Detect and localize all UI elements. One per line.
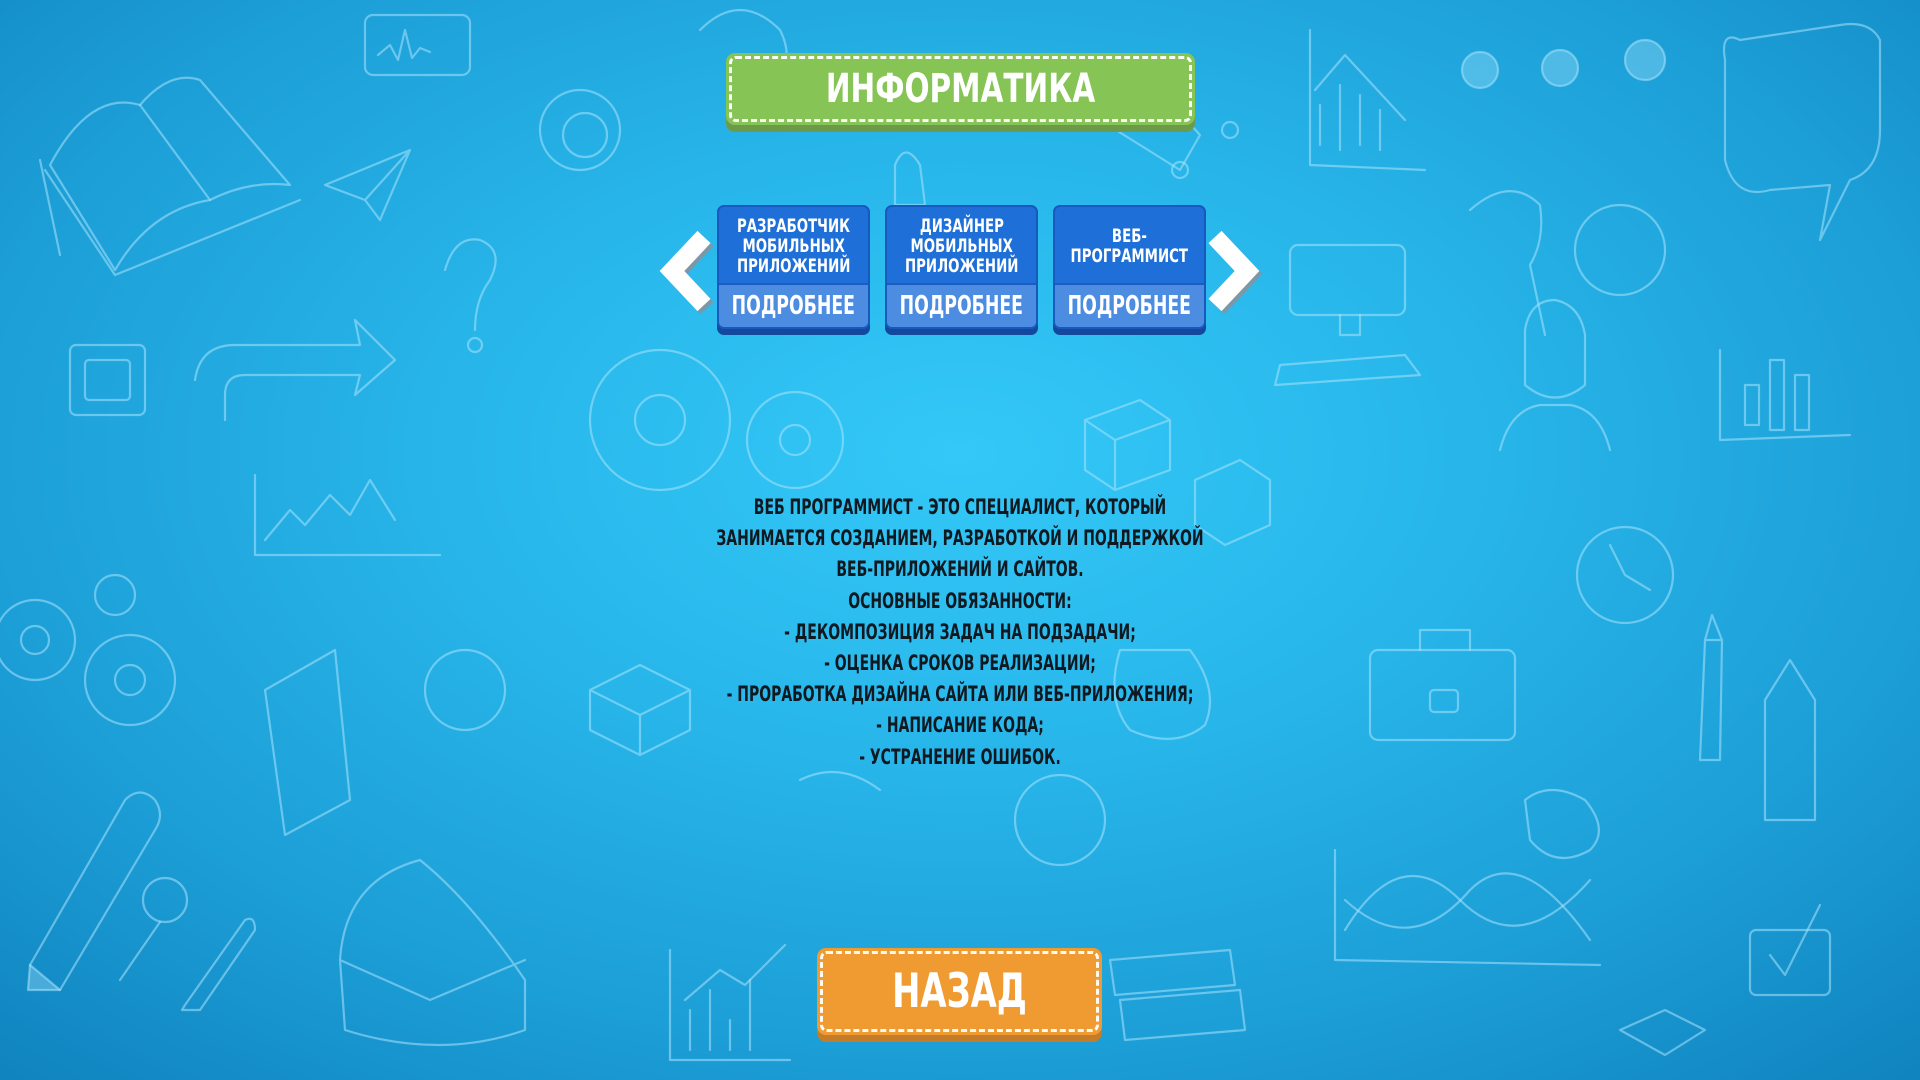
- person-doodle-icon: [1500, 300, 1610, 450]
- speech-bubble-doodle-icon: [1724, 24, 1880, 240]
- clock-doodle-icon: [1577, 527, 1673, 623]
- standing-book-doodle-icon: [265, 650, 350, 835]
- carousel-next-button[interactable]: [1207, 229, 1259, 313]
- chevron-left-icon: [660, 229, 712, 313]
- chevron-right-icon: [1207, 229, 1259, 313]
- card-title-line: ПРИЛОЖЕНИЙ: [736, 255, 851, 277]
- more-button-label: ПОДРОБНЕЕ: [899, 291, 1024, 321]
- card-title-line: РАЗРАБОТЧИК: [736, 215, 851, 237]
- more-button[interactable]: [887, 283, 1036, 327]
- description-line: ЗАНИМАЕТСЯ СОЗДАНИЕМ, РАЗРАБОТКОЙ И ПОДДЕРЖКОЙ: [716, 526, 1204, 551]
- paper-plane-doodle-icon: [325, 150, 410, 220]
- description-line: - ПРОРАБОТКА ДИЗАЙНА САЙТА ИЛИ ВЕБ-ПРИЛОЖЕНИЯ;: [726, 682, 1194, 707]
- description-line: ОСНОВНЫЕ ОБЯЗАННОСТИ:: [848, 588, 1072, 613]
- card-title-line: ПРОГРАММИСТ: [1070, 245, 1189, 267]
- card-title-line: ПРИЛОЖЕНИЙ: [904, 255, 1019, 277]
- description-line: - НАПИСАНИЕ КОДА;: [876, 713, 1044, 738]
- career-card-mobile-designer[interactable]: [885, 205, 1038, 329]
- big-gear-doodle-icon: [590, 350, 730, 490]
- description-line: - ОЦЕНКА СРОКОВ РЕАЛИЗАЦИИ;: [824, 651, 1096, 676]
- description-line: ВЕБ ПРОГРАММИСТ - ЭТО СПЕЦИАЛИСТ, КОТОРЫЙ: [753, 495, 1167, 519]
- chip-doodle-icon: [70, 345, 145, 415]
- pie-doodle-icon: [425, 650, 505, 730]
- gear-doodle-icon: [0, 600, 75, 680]
- question-doodle-icon: [445, 239, 496, 330]
- monitor-doodle-icon: [365, 15, 470, 75]
- card-title-line: МОБИЛЬНЫХ: [742, 235, 845, 257]
- back-button[interactable]: [817, 948, 1102, 1035]
- back-button-label: НАЗАД: [892, 964, 1027, 1019]
- more-button[interactable]: [1055, 283, 1204, 327]
- computer-doodle-icon: [1290, 245, 1405, 315]
- more-button[interactable]: [719, 283, 868, 327]
- description-line: - ДЕКОМПОЗИЦИЯ ЗАДАЧ НА ПОДЗАДАЧИ;: [784, 619, 1136, 644]
- card-title-line: ДИЗАЙНЕР: [919, 215, 1004, 237]
- pencil-doodle-icon: [30, 793, 160, 991]
- description-line: - УСТРАНЕНИЕ ОШИБОК.: [859, 744, 1061, 769]
- career-card-web-programmer[interactable]: [1053, 205, 1206, 329]
- magnifier-doodle-icon: [143, 878, 187, 922]
- bar-chart-doodle-icon: [1310, 30, 1425, 170]
- card-title: [1055, 207, 1204, 285]
- card-title-line: МОБИЛЬНЫХ: [910, 235, 1013, 257]
- pencil-right-doodle-icon: [1765, 660, 1815, 820]
- spiral-doodle-icon: [540, 90, 620, 170]
- description-line: ВЕБ-ПРИЛОЖЕНИЙ И САЙТОВ.: [836, 557, 1084, 582]
- more-button-label: ПОДРОБНЕЕ: [1067, 291, 1192, 321]
- subject-title-banner: [726, 53, 1195, 125]
- envelope-doodle-icon: [340, 860, 525, 1045]
- more-button-label: ПОДРОБНЕЕ: [731, 291, 856, 321]
- career-card-mobile-developer[interactable]: [717, 205, 870, 329]
- card-title: [719, 207, 868, 285]
- page-title: ИНФОРМАТИКА: [825, 66, 1096, 112]
- career-description: [560, 492, 1360, 773]
- wave-chart-doodle-icon: [1335, 850, 1600, 965]
- card-title-line: ВЕБ-: [1112, 225, 1147, 247]
- book-doodle-icon: [40, 78, 300, 275]
- carousel-prev-button[interactable]: [660, 229, 712, 313]
- briefcase-doodle-icon: [1370, 650, 1515, 740]
- card-title: [887, 207, 1036, 285]
